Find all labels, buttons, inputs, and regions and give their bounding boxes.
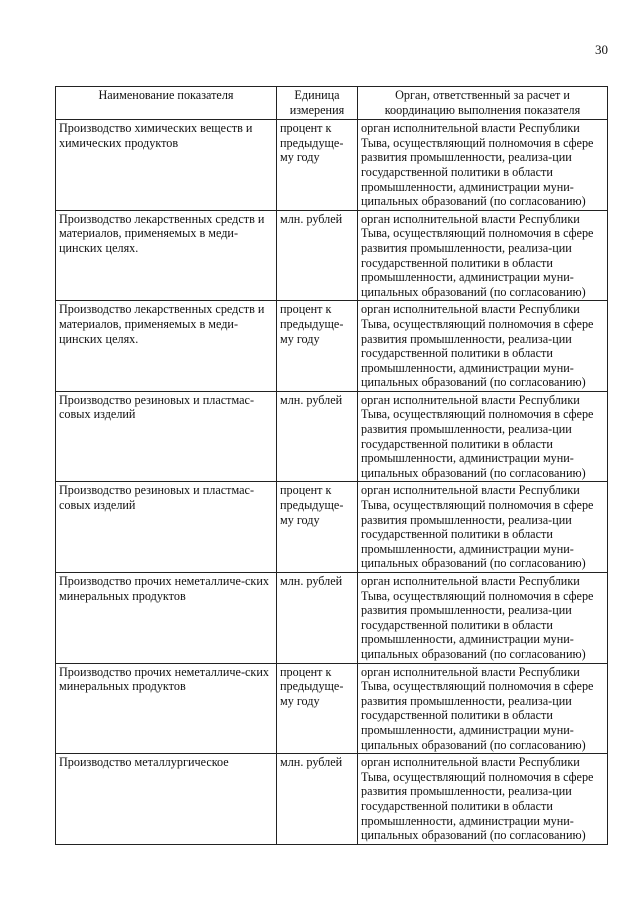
indicator-name-cell: Производство резиновых и пластмас-совых изделий (56, 482, 277, 573)
table-row (56, 210, 608, 301)
table-row (56, 120, 608, 211)
responsible-body-cell: орган исполнительной власти Республики Тыва, осуществляющий полномочия в сфере развития промышленности, реализа-ции государственной политики в области промышленности, администрации муни-ципальных образований (по согласованию) (358, 210, 608, 301)
header-responsible-body: Орган, ответственный за расчет и координацию выполнения показателя (358, 87, 608, 120)
unit-cell: млн. рублей (277, 754, 358, 845)
indicator-name-cell: Производство прочих неметалличе-ских минеральных продуктов (56, 663, 277, 754)
responsible-body-cell: орган исполнительной власти Республики Тыва, осуществляющий полномочия в сфере развития промышленности, реализа-ции государственной политики в области промышленности, администрации муни-ципальных образований (по согласованию) (358, 301, 608, 392)
indicator-name-cell: Производство химических веществ и химических продуктов (56, 120, 277, 211)
indicator-name-cell: Производство лекарственных средств и материалов, применяемых в меди-цинских целях. (56, 301, 277, 392)
indicator-name-cell: Производство металлургическое (56, 754, 277, 845)
responsible-body-cell: орган исполнительной власти Республики Тыва, осуществляющий полномочия в сфере развития промышленности, реализа-ции государственной политики в области промышленности, администрации муни-ципальных образований (по согласованию) (358, 663, 608, 754)
unit-cell: процент к предыдуще-му году (277, 120, 358, 211)
table-header-row (56, 87, 608, 120)
unit-cell: процент к предыдуще-му году (277, 301, 358, 392)
table-row (56, 663, 608, 754)
table-row (56, 391, 608, 482)
responsible-body-cell: орган исполнительной власти Республики Тыва, осуществляющий полномочия в сфере развития промышленности, реализа-ции государственной политики в области промышленности, администрации муни-ципальных образований (по согласованию) (358, 482, 608, 573)
responsible-body-cell: орган исполнительной власти Республики Тыва, осуществляющий полномочия в сфере развития промышленности, реализа-ции государственной политики в области промышленности, администрации муни-ципальных образований (по согласованию) (358, 120, 608, 211)
header-indicator-name: Наименование показателя (56, 87, 277, 120)
responsible-body-cell: орган исполнительной власти Республики Тыва, осуществляющий полномочия в сфере развития промышленности, реализа-ции государственной политики в области промышленности, администрации муни-ципальных образований (по согласованию) (358, 391, 608, 482)
indicator-name-cell: Производство прочих неметалличе-ских минеральных продуктов (56, 573, 277, 664)
unit-cell: процент к предыдуще-му году (277, 482, 358, 573)
table-row (56, 754, 608, 845)
table-row (56, 482, 608, 573)
indicators-table (55, 86, 608, 845)
table-row (56, 573, 608, 664)
unit-cell: млн. рублей (277, 573, 358, 664)
unit-cell: млн. рублей (277, 391, 358, 482)
responsible-body-cell: орган исполнительной власти Республики Тыва, осуществляющий полномочия в сфере развития промышленности, реализа-ции государственной политики в области промышленности, администрации муни-ципальных образований (по согласованию) (358, 754, 608, 845)
responsible-body-cell: орган исполнительной власти Республики Тыва, осуществляющий полномочия в сфере развития промышленности, реализа-ции государственной политики в области промышленности, администрации муни-ципальных образований (по согласованию) (358, 573, 608, 664)
unit-cell: млн. рублей (277, 210, 358, 301)
header-unit: Единица измерения (277, 87, 358, 120)
unit-cell: процент к предыдуще-му году (277, 663, 358, 754)
table-row (56, 301, 608, 392)
indicator-name-cell: Производство лекарственных средств и материалов, применяемых в меди-цинских целях. (56, 210, 277, 301)
indicator-name-cell: Производство резиновых и пластмас-совых изделий (56, 391, 277, 482)
page-number: 30 (595, 42, 608, 57)
